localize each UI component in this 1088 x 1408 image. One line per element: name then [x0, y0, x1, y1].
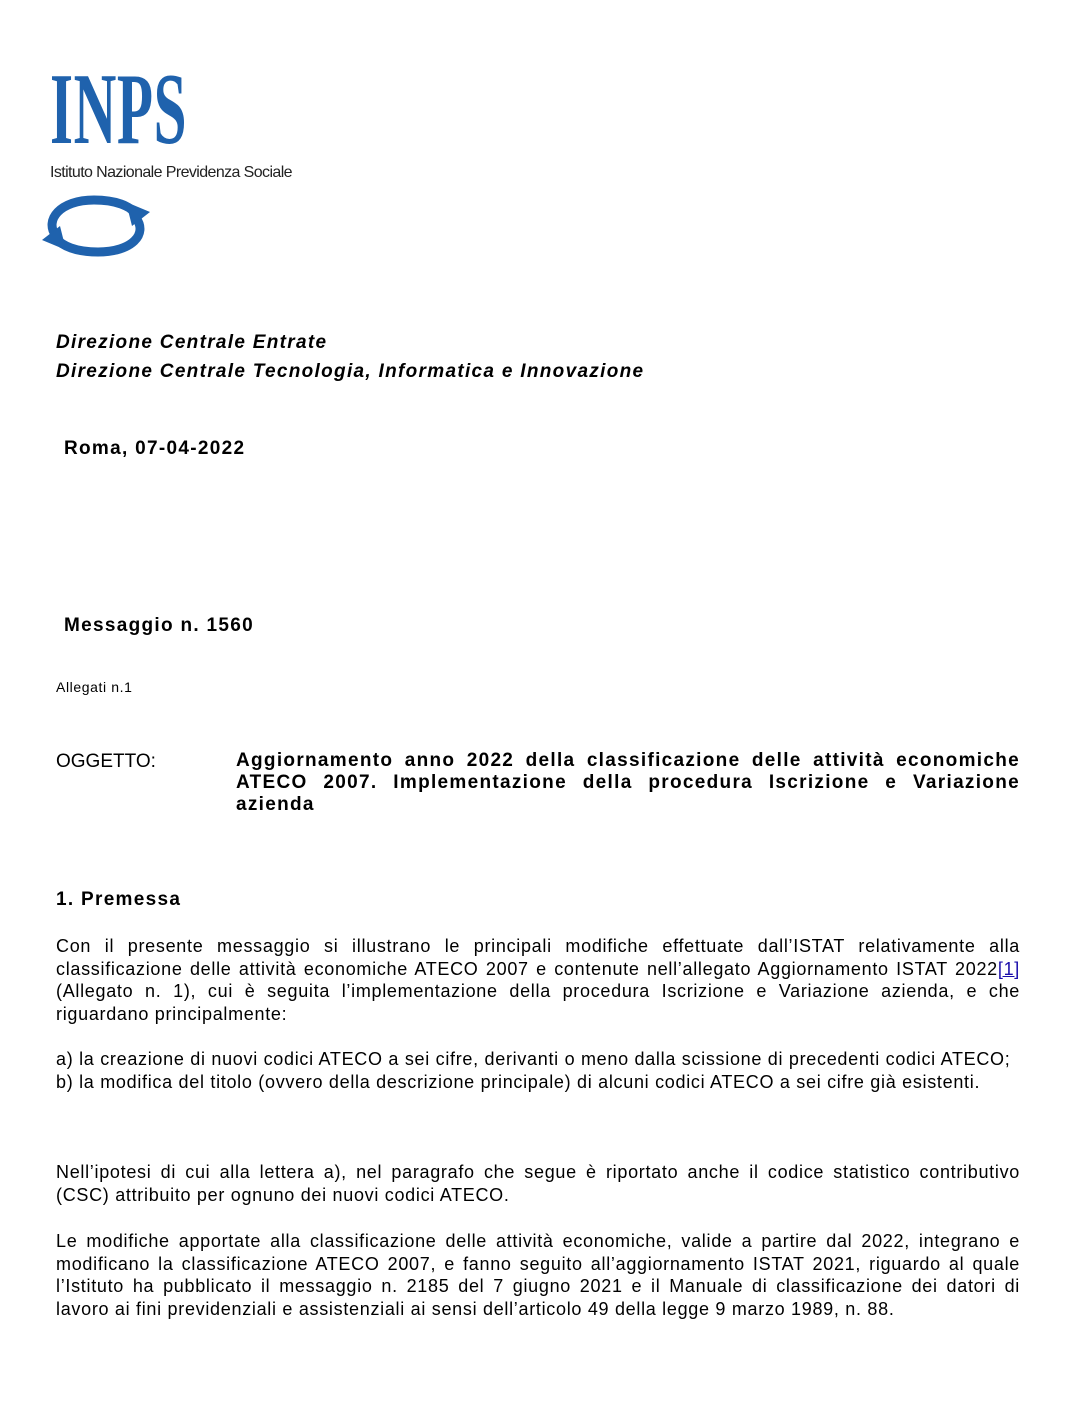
list-item: a) la creazione di nuovi codici ATECO a sei cifre, derivanti o meno dalla scissione di precedenti codici ATECO;	[56, 1049, 1011, 1069]
list-item: b) la modifica del titolo (ovvero della descrizione principale) di alcuni codici ATECO a sei cifre già esistenti.	[56, 1071, 981, 1092]
inps-logo	[38, 53, 338, 260]
message-number: Messaggio n. 1560	[64, 615, 255, 636]
footnote-link[interactable]: [1]	[997, 958, 1020, 979]
paragraph: Nell’ipotesi di cui alla lettera a), nel paragrafo che segue è riportato anche il codice statistico contributivo (CSC) attribuito per ognuno dei nuovi codici ATECO.	[56, 1162, 1020, 1205]
section-title: 1. Premessa	[56, 889, 182, 910]
inps-circular-arrows-icon	[38, 192, 154, 260]
subject-text: Aggiornamento anno 2022 della classificazione delle attività economiche ATECO 2007. Implementazione della procedura Iscrizione e Variazione azienda	[236, 750, 1020, 815]
intro-paragraph	[56, 935, 1020, 1025]
logo-subtitle: Istituto Nazionale Previdenza Sociale	[50, 164, 292, 181]
department-line: Direzione Centrale Tecnologia, Informatica e Innovazione	[56, 361, 645, 382]
attachments-count: Allegati n.1	[56, 679, 133, 695]
intro-text-start: Con il presente messaggio si illustrano le principali modifiche effettuate dall’ISTAT relativamente alla classificazione delle attività economiche ATECO 2007 e contenute nell’allegato Aggiornamento ISTAT 2022	[56, 936, 1020, 979]
departments	[56, 328, 644, 386]
list-items	[56, 1048, 1020, 1093]
intro-text-end: (Allegato n. 1), cui è seguita l’implementazione della procedura Iscrizione e Variazione azienda, e che riguardano principalmente:	[56, 981, 1020, 1024]
logo-wordmark: INPS	[50, 53, 188, 166]
department-line: Direzione Centrale Entrate	[56, 332, 328, 353]
subject-label: OGGETTO:	[56, 751, 156, 772]
paragraph: Le modifiche apportate alla classificazione delle attività economiche, valide a partire dal 2022, integrano e modificano la classificazione ATECO 2007, e fanno seguito all’aggiornamento ISTAT 2021, riguardo al quale l’Istituto ha pubblicato il messaggio n. 2185 del 7 giugno 2021 e il Manuale di classificazione dei datori di lavoro ai fini previdenziali e assistenziali ai sensi dell’articolo 49 della legge 9 marzo 1989, n. 88.	[56, 1231, 1020, 1319]
document-date: Roma, 07-04-2022	[64, 438, 246, 459]
